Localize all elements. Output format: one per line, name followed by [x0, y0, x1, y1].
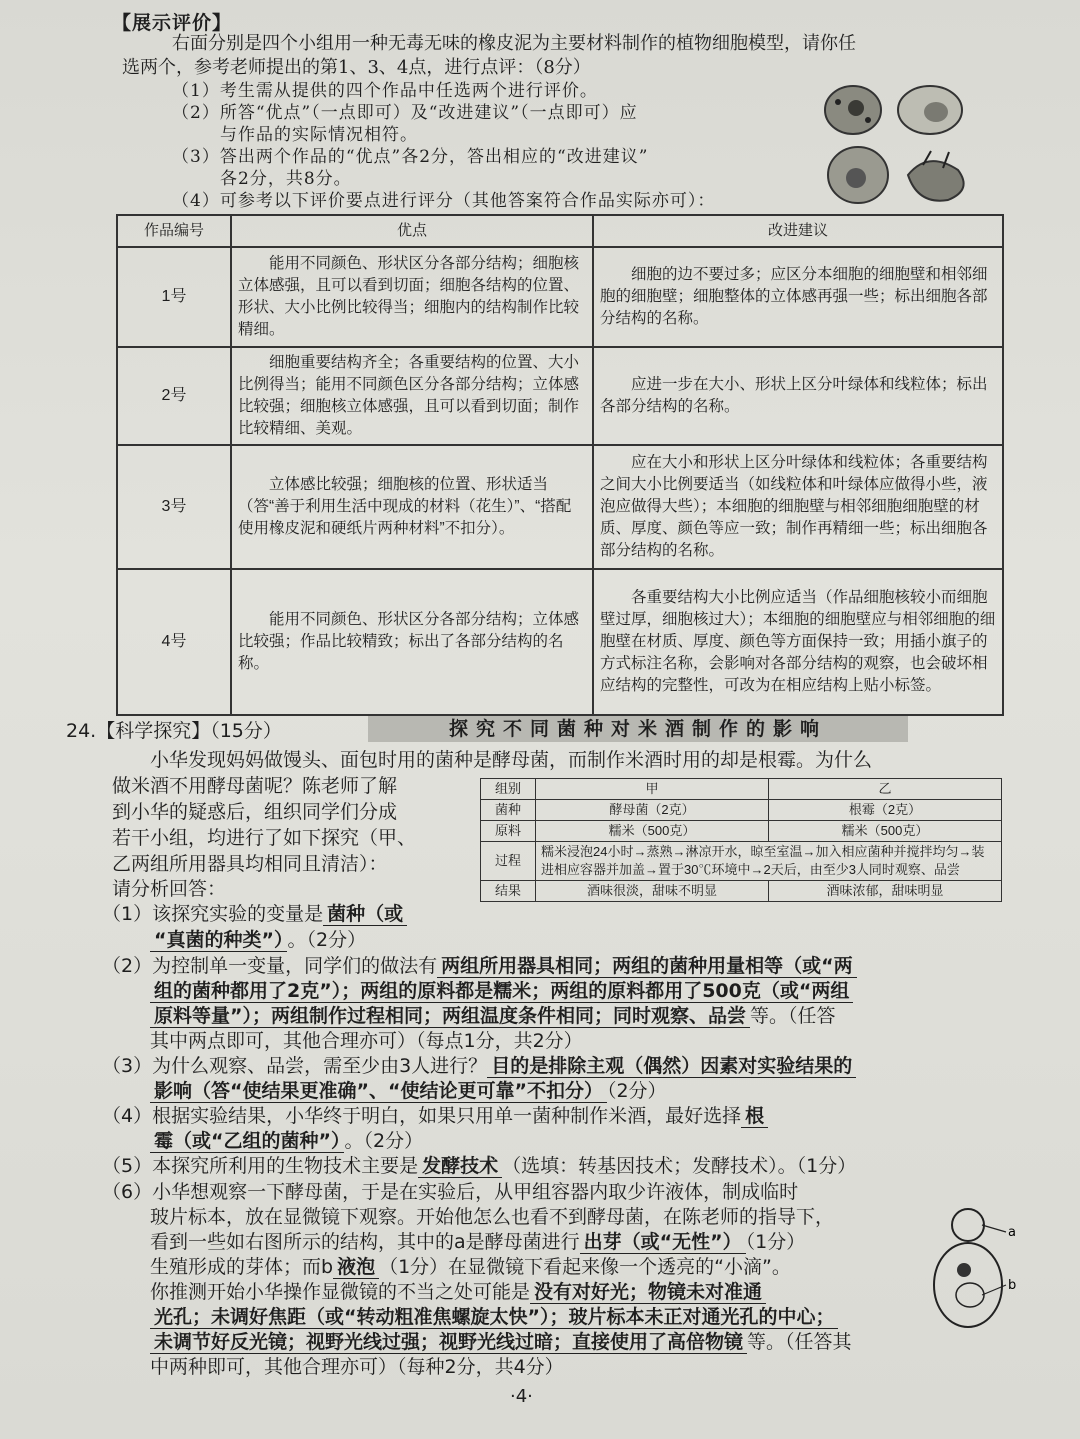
- intro-text: [122, 32, 982, 80]
- answer-text: 组的菌种都用了2克”）；两组的原料都是糯米；两组的原料都用了500克（或“两组: [150, 980, 853, 1003]
- advice-cell: 应在大小和形状上区分叶绿体和线粒体；各重要结构之间大小比例要适当（如线粒体和叶绿体应做得小些，液泡应做得大些）；本细胞的细胞壁与相邻细胞细胞壁的材质、厚度、颜色等应一致；制作再精细一些；标出细胞各部分结构的名称。: [593, 445, 1003, 569]
- table-header: 作品编号: [117, 215, 231, 247]
- answer-text: 未调节好反光镜；视野光线过强；视野光线过暗；直接使用了高倍物镜: [150, 1331, 747, 1354]
- advice-cell: 细胞的边不要过多；应区分本细胞的细胞壁和相邻细胞的细胞壁；细胞整体的立体感再强一些；标出细胞各部分结构的名称。: [593, 247, 1003, 347]
- answer-text: 目的是排除主观（偶然）因素对实验结果的: [487, 1055, 856, 1078]
- answer-text: 没有对好光；物镜未对准通: [530, 1281, 766, 1304]
- exp-process-cell: 糯米浸泡24小时→蒸熟→淋凉开水，晾至室温→加入相应菌种并搅拌均匀→装进相应容器并加盖→置于30℃环境中→2天后，由至少3人同时观察、品尝: [536, 842, 1002, 881]
- score-note: 等。（任答: [750, 1005, 836, 1027]
- exp-cell: 根霉（2克）: [769, 800, 1002, 821]
- exp-row-header: 菌种: [481, 800, 536, 821]
- answer-line-6f: [150, 1305, 838, 1330]
- question-text: （2）为控制单一变量，同学们的做法有: [102, 955, 438, 977]
- question-text: （1）该探究实验的变量是: [102, 903, 324, 925]
- question-text: 你推测开始小华操作显微镜的不当之处可能是: [150, 1281, 531, 1303]
- experiment-table: [480, 778, 1002, 902]
- answer-line-4: [102, 1104, 768, 1129]
- question-text: （5）本探究所利用的生物技术主要是: [102, 1155, 419, 1177]
- criterion: 与作品的实际情况相符。: [220, 125, 418, 145]
- question-text: （6）小华想观察一下酵母菌，于是在实验后，从甲组容器内取少许液体，制成临时: [102, 1181, 799, 1203]
- label-a: a: [1008, 1225, 1016, 1240]
- score-note: （2分）: [606, 1080, 667, 1102]
- answer-text: 菌种（或: [323, 903, 407, 926]
- criterion: （2）所答“优点”（一点即可）及“改进建议”（一点即可）应: [172, 103, 638, 123]
- score-note: 中两种即可，其他合理亦可）（每种2分，共4分）: [150, 1356, 564, 1378]
- exp-cell: 酒味很淡，甜味不明显: [536, 881, 769, 902]
- table-header: 优点: [231, 215, 593, 247]
- score-note: 其中两点即可，其他合理亦可）（每点1分，共2分）: [150, 1030, 583, 1052]
- work-number: 3号: [117, 445, 231, 569]
- question-intro: 若干小组，均进行了如下探究（甲、: [112, 827, 417, 849]
- label-b: b: [1008, 1278, 1017, 1293]
- yeast-cell-diagram: [920, 1200, 1020, 1340]
- answer-text: 光孔；未调好焦距（或“转动粗准焦螺旋太快”）；玻片标本未正对通光孔的中心；: [150, 1306, 838, 1329]
- exp-row-header: 组别: [481, 779, 536, 800]
- answer-line-3b: [150, 1079, 667, 1104]
- question-banner: 探究不同菌种对米酒制作的影响: [368, 716, 908, 742]
- pros-cell: 能用不同颜色、形状区分各部分结构；立体感比较强；作品比较精致；标出了各部分结构的名称。: [231, 569, 593, 715]
- intro-line: 右面分别是四个小组用一种无毒无味的橡皮泥为主要材料制作的植物细胞模型，请你任: [172, 33, 856, 54]
- exp-row-header: 结果: [481, 881, 536, 902]
- answer-line-1: [102, 902, 407, 927]
- question-intro: 到小华的疑惑后，组织同学们分成: [112, 801, 398, 823]
- question-text: （3）为什么观察、品尝，需至少由3人进行？: [102, 1055, 488, 1077]
- criterion: （1）考生需从提供的四个作品中任选两个进行评价。: [172, 81, 598, 101]
- answer-line-1b: [150, 928, 366, 953]
- exp-cell: 糯米（500克）: [536, 821, 769, 842]
- answer-line-5: [102, 1154, 856, 1179]
- advice-cell: 各重要结构大小比例应适当（作品细胞核较小而细胞壁过厚，细胞核过大）；本细胞的细胞壁应与相邻细胞的细胞壁在材质、厚度、颜色等方面保持一致；用插小旗子的方式标注名称，会影响对各部分结构的观察，也会破坏相应结构的完整性，可改为在相应结构上贴小标签。: [593, 569, 1003, 715]
- question-24-label: 24.【科学探究】（15分）: [66, 720, 282, 742]
- exp-cell: 酒味浓郁，甜味明显: [769, 881, 1002, 902]
- work-number: 2号: [117, 347, 231, 445]
- score-note: 等。（任答其: [747, 1331, 852, 1353]
- pros-cell: 能用不同颜色、形状区分各部分结构；细胞核立体感强，且可以看到切面；细胞各结构的位置、形状、大小比例比较得当；细胞内的结构制作比较精细。: [231, 247, 593, 347]
- question-text: （4）根据实验结果，小华终于明白，如果只用单一菌种制作米酒，最好选择: [102, 1105, 742, 1127]
- answer-line-2b: [150, 979, 853, 1004]
- answer-text: 出芽（或“无性”）: [580, 1231, 746, 1254]
- answer-line-6d: [150, 1255, 791, 1280]
- answer-line-2: [102, 954, 857, 979]
- evaluation-table: [116, 214, 1004, 716]
- score-note: （选填：转基因技术；发酵技术）。（1分）: [502, 1155, 857, 1177]
- answer-text: 影响（答“使结果更准确”、“使结论更可靠”不扣分）: [150, 1080, 607, 1103]
- answer-line-2c: [150, 1004, 836, 1029]
- question-intro: 小华发现妈妈做馒头、面包时用的菌种是酵母菌，而制作米酒时用的却是根霉。为什么: [150, 749, 873, 771]
- answer-line-6c: [150, 1230, 805, 1255]
- question-text: （1分）在显微镜下看起来像一个透亮的“小滴”。: [379, 1256, 791, 1278]
- page-number: ·4·: [510, 1386, 533, 1407]
- pros-cell: 立体感比较强；细胞核的位置、形状适当（答“善于利用生活中现成的材料（花生）”、“搭配使用橡皮泥和硬纸片两种材料”不扣分）。: [231, 445, 593, 569]
- answer-text: 两组所用器具相同；两组的菌种用量相等（或“两: [437, 955, 857, 978]
- answer-text: 液泡: [333, 1256, 379, 1279]
- table-header: 改进建议: [593, 215, 1003, 247]
- question-intro: 做米酒不用酵母菌呢？陈老师了解: [112, 775, 398, 797]
- question-text: 玻片标本，放在显微镜下观察。开始他怎么也看不到酵母菌，在陈老师的指导下，: [150, 1206, 835, 1228]
- answer-text: 发酵技术: [418, 1155, 502, 1178]
- question-intro: 请分析回答：: [112, 878, 227, 900]
- cell-models-photo: [818, 80, 988, 210]
- work-number: 1号: [117, 247, 231, 347]
- criterion: 各2分，共8分。: [220, 169, 352, 189]
- exp-cell: 糯米（500克）: [769, 821, 1002, 842]
- criterion: （3）答出两个作品的“优点”各2分，答出相应的“改进建议”: [172, 147, 649, 167]
- question-intro: 乙两组所用器具均相同且清洁）：: [112, 853, 388, 875]
- answer-line-4b: [150, 1129, 423, 1154]
- question-text: 生殖形成的芽体；而b: [150, 1256, 334, 1278]
- criterion: （4）可参考以下评价要点进行评分（其他答案符合作品实际亦可）：: [172, 191, 716, 211]
- advice-cell: 应进一步在大小、形状上区分叶绿体和线粒体；标出各部分结构的名称。: [593, 347, 1003, 445]
- exp-cell: 酵母菌（2克）: [536, 800, 769, 821]
- exp-cell: 甲: [536, 779, 769, 800]
- score-note: 。（2分）: [344, 1130, 424, 1152]
- answer-line-6g: [150, 1330, 852, 1355]
- score-note: （1分）: [745, 1231, 806, 1253]
- exp-row-header: 过程: [481, 842, 536, 881]
- exp-cell: 乙: [769, 779, 1002, 800]
- answer-line-3: [102, 1054, 856, 1079]
- score-note: 。（2分）: [287, 929, 367, 951]
- section-tag: 【展示评价】: [112, 12, 233, 34]
- answer-text: 原料等量”）；两组制作过程相同；两组温度条件相同；同时观察、品尝: [150, 1005, 750, 1028]
- answer-line-6e: [150, 1280, 766, 1305]
- answer-text: 霉（或“乙组的菌种”）: [150, 1130, 344, 1153]
- exp-row-header: 原料: [481, 821, 536, 842]
- work-number: 4号: [117, 569, 231, 715]
- pros-cell: 细胞重要结构齐全；各重要结构的位置、大小比例得当；能用不同颜色区分各部分结构；立体感比较强；细胞核立体感强，且可以看到切面；制作比较精细、美观。: [231, 347, 593, 445]
- answer-text: 根: [741, 1105, 768, 1128]
- question-text: 看到一些如右图所示的结构，其中的a是酵母菌进行: [150, 1231, 580, 1253]
- intro-line: 选两个，参考老师提出的第1、3、4点，进行点评：（8分）: [122, 57, 591, 78]
- answer-text: “真菌的种类”）: [150, 929, 287, 952]
